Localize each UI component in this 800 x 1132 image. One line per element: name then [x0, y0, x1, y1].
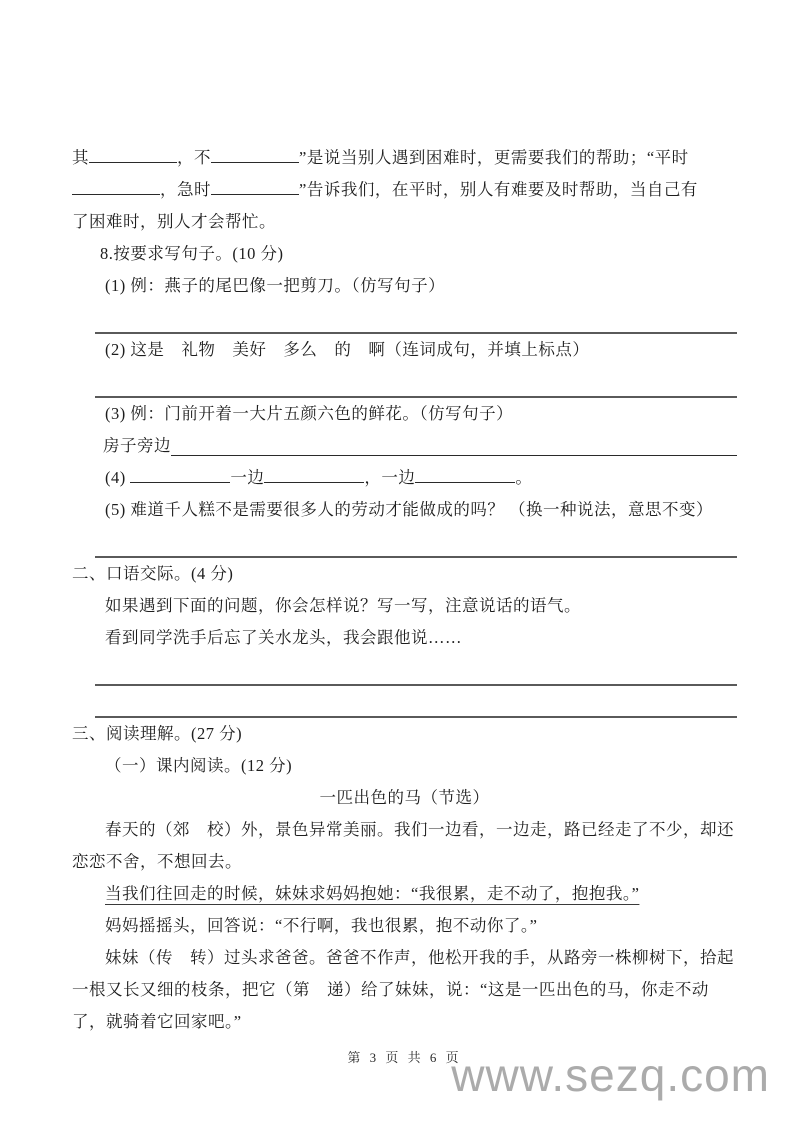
- question-8-item-3-answer: [103, 430, 737, 462]
- fill-blank-text: ”告诉我们，在平时，别人有难要及时帮助，当自己有: [299, 180, 698, 199]
- question-8-item-1: (1) 例：燕子的尾巴像一把剪刀。（仿写句子）: [105, 276, 446, 295]
- answer-line: [95, 366, 737, 398]
- section-2-prompt: 看到同学洗手后忘了关水龙头，我会跟他说……: [105, 628, 462, 647]
- section-3-heading: 三、阅读理解。(27 分): [72, 724, 243, 743]
- question-8-item-3: (3) 例：门前开着一大片五颜六色的鲜花。（仿写句子）: [105, 404, 514, 423]
- fill-blank-text: 其: [72, 148, 89, 167]
- item-number: (4): [105, 468, 131, 487]
- section-2-instruction: 如果遇到下面的问题，你会怎样说？写一写，注意说话的语气。: [105, 596, 581, 615]
- fill-blank-text: ，不: [177, 148, 211, 167]
- answer-prefix: 房子旁边: [103, 436, 171, 455]
- fill-blank-text: 。: [515, 468, 533, 487]
- section-2-heading: 二、口语交际。(4 分): [72, 564, 234, 583]
- blank-field: [171, 441, 737, 456]
- blank-field: [89, 148, 177, 163]
- blank-field: [264, 468, 364, 483]
- blank-field: [211, 148, 299, 163]
- passage-paragraph-2-underlined: 当我们往回走的时候，妹妹求妈妈抱她：“我很累，走不动了，抱抱我。”: [105, 884, 640, 903]
- fill-blank-text: ，急时: [160, 180, 211, 199]
- fill-blank-sentence-3: [72, 206, 737, 238]
- fill-blank-sentence-1: [72, 142, 737, 174]
- fill-blank-text: ”是说当别人遇到困难时，更需要我们的帮助；“平时: [299, 148, 689, 167]
- passage-title: 一匹出色的马（节选）: [319, 788, 490, 807]
- blank-field: [211, 180, 299, 195]
- page-footer: 第 3 页 共 6 页: [347, 1050, 462, 1065]
- question-8-item-5: (5) 难道千人糕不是需要很多人的劳动才能做成的吗？ （换一种说法，意思不变）: [105, 500, 713, 519]
- blank-field: [72, 180, 160, 195]
- passage-paragraph-3: 妈妈摇摇头，回答说：“不行啊，我也很累，抱不动你了。”: [105, 916, 538, 935]
- answer-line: [95, 302, 737, 334]
- answer-line: [95, 526, 737, 558]
- fill-blank-sentence-2: [72, 174, 737, 206]
- fill-blank-text: 一边: [230, 468, 265, 487]
- answer-line: [95, 686, 737, 718]
- question-8-heading: 8.按要求写句子。(10 分): [100, 244, 284, 263]
- watermark: www.sezq.com: [451, 1049, 770, 1101]
- question-8-item-2: (2) 这是 礼物 美好 多么 的 啊（连词成句，并填上标点）: [105, 340, 590, 359]
- answer-line: [95, 654, 737, 686]
- question-8-item-4: [105, 462, 737, 494]
- fill-blank-text: ，一边: [364, 468, 416, 487]
- blank-field: [130, 468, 230, 483]
- section-3-subheading: （一）课内阅读。(12 分): [105, 756, 293, 775]
- fill-blank-text: 了困难时，别人才会帮忙。: [72, 212, 276, 231]
- blank-field: [415, 468, 515, 483]
- passage-paragraph-1: 春天的（郊 校）外，景色异常美丽。我们一边看，一边走，路已经走了不少，却还恋恋不舍，不想回去。: [72, 820, 734, 871]
- passage-paragraph-4: 妹妹（传 转）过头求爸爸。爸爸不作声，他松开我的手，从路旁一株柳树下，拾起一根又长又细的枝条，把它（第 递）给了妹妹，说：“这是一匹出色的马，你走不动了，就骑着它回家吧。”: [72, 948, 734, 1031]
